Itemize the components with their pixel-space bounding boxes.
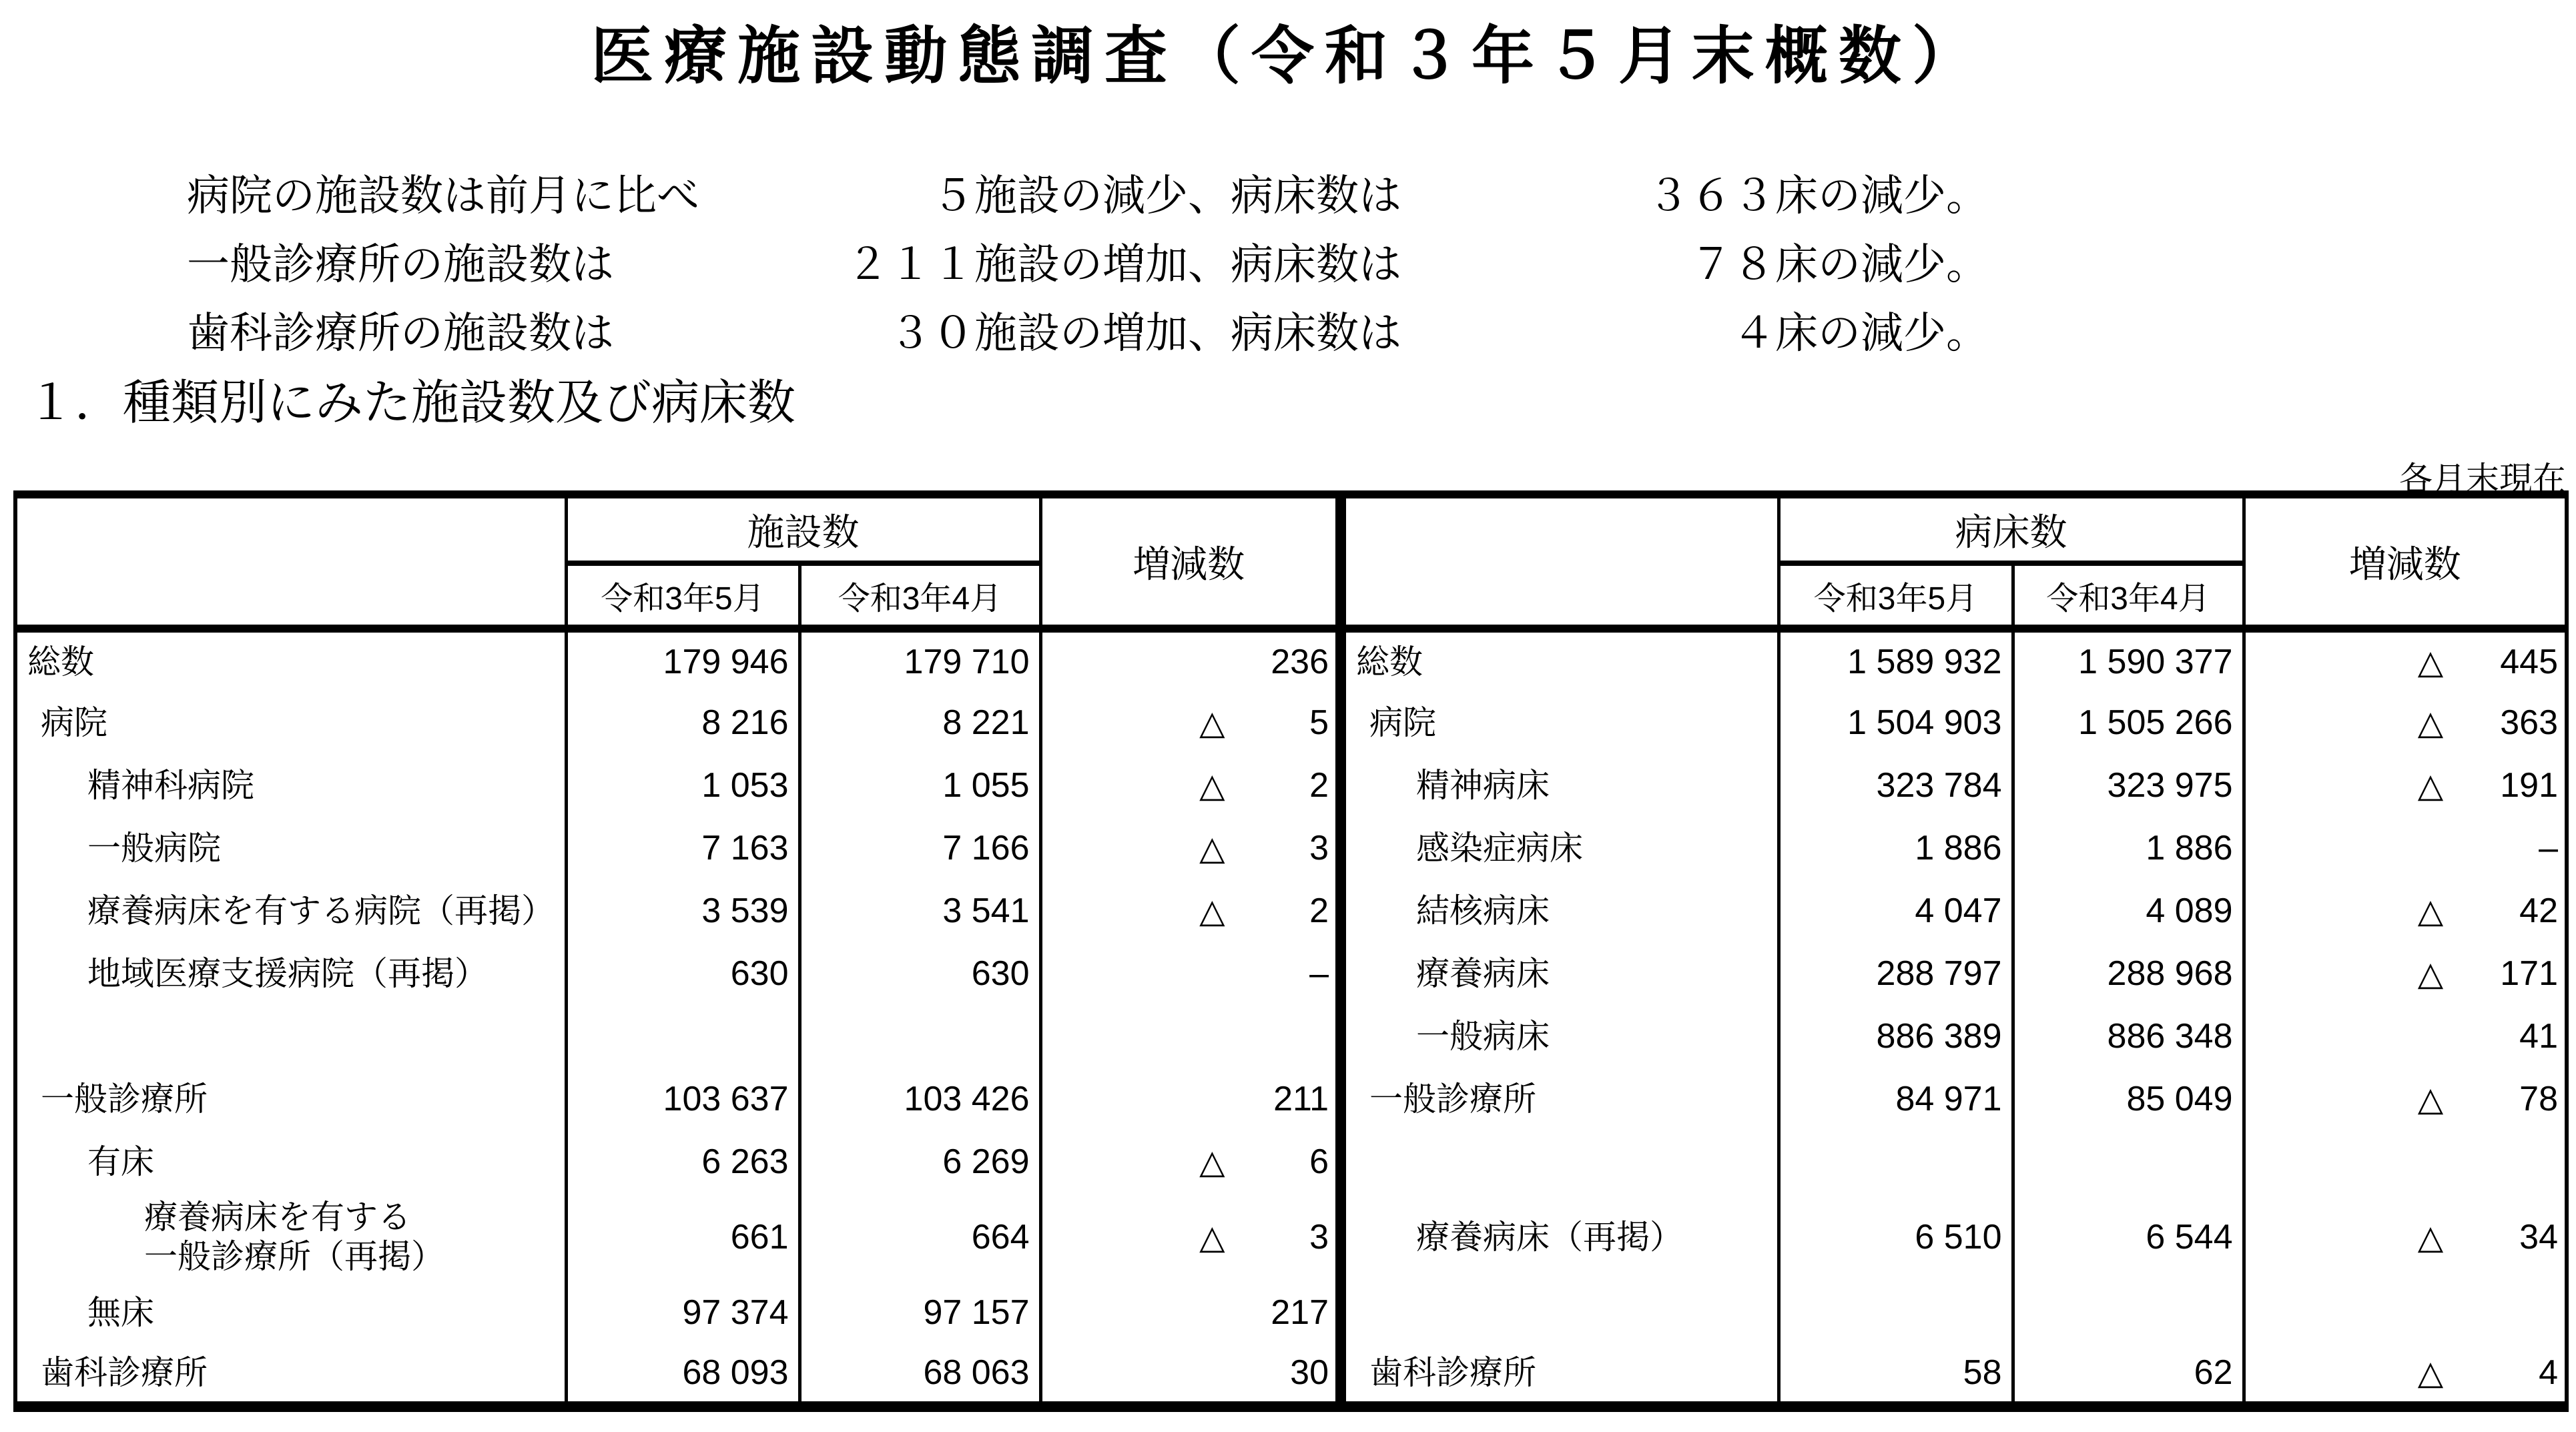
cell-may-right: 6 510 [1779,1193,2013,1281]
cell-april-left: 1 055 [799,754,1040,817]
cell-april-left: 664 [799,1193,1040,1281]
change-value: 34 [2519,1218,2558,1257]
summary-facility-text: 施設の増加、病床数は [974,240,1401,288]
table-header [15,494,2567,629]
facilities-and-beds-table [13,490,2569,1412]
cell-change-left [1040,754,1341,817]
decrease-triangle-icon: △ [2417,892,2444,930]
cell-may-right: 58 [1779,1344,2013,1407]
decrease-triangle-icon: △ [2417,1218,2444,1256]
row-label-left: 療養病床を有する病院（再掲） [15,879,566,942]
table-row [15,942,2567,1005]
row-label-right: 精神病床 [1341,754,1779,817]
row-label-right: 療養病床（再掲） [1341,1193,1779,1281]
cell-april-left: 8 221 [799,691,1040,754]
cell-change-left [1040,942,1341,1005]
change-value: 191 [2500,766,2558,805]
row-label-left: 地域医療支援病院（再掲） [15,942,566,1005]
row-label-right: 感染症病床 [1341,817,1779,879]
table-row [15,629,2567,691]
cell-may-right [1779,1130,2013,1193]
row-label-right: 歯科診療所 [1341,1344,1779,1407]
header-april-right: 令和3年4月 [2013,563,2244,629]
cell-april-right: 6 544 [2013,1193,2244,1281]
cell-change-right [2244,817,2567,879]
decrease-triangle-icon: △ [1199,1218,1225,1256]
change-value: 236 [1271,643,1329,681]
summary-line-hospitals [187,157,1995,226]
table-row [15,817,2567,879]
cell-may-right: 288 797 [1779,942,2013,1005]
row-label-left: 療養病床を有する 一般診療所（再掲） [15,1193,566,1281]
change-value: 41 [2519,1017,2558,1056]
change-value: 4 [2539,1353,2558,1392]
cell-april-right: 1 505 266 [2013,691,2244,754]
cell-april-left: 630 [799,942,1040,1005]
cell-april-right: 62 [2013,1344,2244,1407]
cell-april-right: 323 975 [2013,754,2244,817]
cell-april-right: 4 089 [2013,879,2244,942]
as-of-note: 各月末現在 [2399,460,2566,498]
cell-change-left [1040,879,1341,942]
change-value: – [1309,954,1329,993]
cell-may-left: 103 637 [566,1068,799,1130]
summary-facility-change: ２１１ [846,240,974,288]
decrease-triangle-icon: △ [2417,1080,2444,1118]
decrease-triangle-icon: △ [1199,1143,1225,1180]
change-value: 445 [2500,643,2558,681]
summary-subject: 病院の施設数は前月に比べ [187,171,699,220]
header-april-left: 令和3年4月 [799,563,1040,629]
cell-change-left [1040,691,1341,754]
change-value: – [2539,829,2558,867]
summary-facility-text: 施設の増加、病床数は [974,309,1401,357]
cell-april-left: 6 269 [799,1130,1040,1193]
cell-may-left: 8 216 [566,691,799,754]
row-label-left: 一般診療所 [15,1068,566,1130]
cell-change-right [2244,879,2567,942]
cell-change-right [2244,1130,2567,1193]
cell-change-right [2244,1344,2567,1407]
decrease-triangle-icon: △ [2417,955,2444,992]
cell-may-right: 4 047 [1779,879,2013,942]
row-label-right: 結核病床 [1341,879,1779,942]
cell-april-right [2013,1281,2244,1344]
cell-april-left [799,1005,1040,1068]
cell-april-left: 103 426 [799,1068,1040,1130]
cell-change-right [2244,1281,2567,1344]
cell-may-right: 1 589 932 [1779,629,2013,691]
table-row [15,1281,2567,1344]
cell-april-left: 68 063 [799,1344,1040,1407]
cell-may-left: 179 946 [566,629,799,691]
summary-bed-text: 床の減少。 [1775,171,1989,220]
change-value: 2 [1309,891,1329,930]
header-facility-count: 施設数 [566,494,1040,563]
section-heading: １．種類別にみた施設数及び病床数 [27,376,796,430]
row-label-right [1341,1130,1779,1193]
cell-change-left [1040,629,1341,691]
summary-bed-text: 床の減少。 [1775,240,1989,288]
decrease-triangle-icon: △ [1199,767,1225,804]
summary-bed-change: ７８ [1690,240,1775,288]
row-label-right: 一般病床 [1341,1005,1779,1068]
table-row [15,1193,2567,1281]
cell-may-right: 323 784 [1779,754,2013,817]
cell-change-right [2244,1005,2567,1068]
cell-change-right [2244,691,2567,754]
decrease-triangle-icon: △ [2417,1354,2444,1391]
decrease-triangle-icon: △ [1199,892,1225,930]
row-label-left: 歯科診療所 [15,1344,566,1407]
cell-change-right [2244,1068,2567,1130]
decrease-triangle-icon: △ [2417,643,2444,681]
row-label-left: 一般病院 [15,817,566,879]
change-value: 363 [2500,703,2558,742]
summary-subject: 一般診療所の施設数は [187,240,614,288]
change-value: 3 [1309,1218,1329,1257]
cell-april-left: 7 166 [799,817,1040,879]
header-change-right: 増減数 [2244,494,2567,629]
decrease-triangle-icon: △ [1199,829,1225,867]
summary-line-dental-clinics [187,295,1995,364]
table-row [15,1130,2567,1193]
cell-may-left: 661 [566,1193,799,1281]
decrease-triangle-icon: △ [2417,704,2444,741]
change-value: 2 [1309,766,1329,805]
cell-may-left: 68 093 [566,1344,799,1407]
header-bed-count: 病床数 [1779,494,2244,563]
decrease-triangle-icon: △ [1199,704,1225,741]
change-value: 171 [2500,954,2558,993]
cell-april-left: 97 157 [799,1281,1040,1344]
cell-change-right [2244,942,2567,1005]
cell-april-right: 288 968 [2013,942,2244,1005]
table-row [15,879,2567,942]
cell-change-left [1040,817,1341,879]
cell-april-right: 1 886 [2013,817,2244,879]
cell-may-right: 886 389 [1779,1005,2013,1068]
page-title: 医療施設動態調査（令和３年５月末概数） [591,22,1985,91]
header-change-left: 増減数 [1040,494,1341,629]
table-row [15,754,2567,817]
summary-bed-change: ４ [1732,309,1775,357]
change-value: 5 [1309,703,1329,742]
summary-line-general-clinics [187,226,1995,295]
change-value: 217 [1271,1293,1329,1332]
change-value: 3 [1309,829,1329,867]
cell-may-left: 97 374 [566,1281,799,1344]
row-label-right: 病院 [1341,691,1779,754]
summary-block [187,157,1995,364]
cell-april-left: 3 541 [799,879,1040,942]
summary-bed-text: 床の減少。 [1775,309,1989,357]
cell-change-left [1040,1068,1341,1130]
cell-may-right: 84 971 [1779,1068,2013,1130]
cell-april-left: 179 710 [799,629,1040,691]
header-label-right [1341,494,1779,629]
cell-may-left: 1 053 [566,754,799,817]
change-value: 78 [2519,1080,2558,1118]
cell-may-left [566,1005,799,1068]
table-row [15,1068,2567,1130]
row-label-left: 精神科病院 [15,754,566,817]
row-label-left: 病院 [15,691,566,754]
cell-change-left [1040,1130,1341,1193]
cell-change-right [2244,629,2567,691]
cell-change-right [2244,1193,2567,1281]
row-label-left: 無床 [15,1281,566,1344]
summary-facility-change: ５ [932,171,974,220]
cell-change-left [1040,1281,1341,1344]
cell-may-left: 6 263 [566,1130,799,1193]
decrease-triangle-icon: △ [2417,767,2444,804]
table-row [15,691,2567,754]
row-label-left [15,1005,566,1068]
cell-may-left: 630 [566,942,799,1005]
cell-april-right: 85 049 [2013,1068,2244,1130]
table-row [15,1344,2567,1407]
cell-april-right [2013,1130,2244,1193]
cell-may-right [1779,1281,2013,1344]
row-label-left: 有床 [15,1130,566,1193]
cell-change-right [2244,754,2567,817]
row-label-right: 一般診療所 [1341,1068,1779,1130]
cell-change-left [1040,1193,1341,1281]
table-row [15,1005,2567,1068]
row-label-left: 総数 [15,629,566,691]
header-label-left [15,494,566,629]
row-label-right [1341,1281,1779,1344]
cell-change-left [1040,1344,1341,1407]
cell-may-right: 1 504 903 [1779,691,2013,754]
change-value: 211 [1273,1080,1329,1118]
cell-april-right: 886 348 [2013,1005,2244,1068]
change-value: 6 [1309,1142,1329,1181]
cell-may-right: 1 886 [1779,817,2013,879]
summary-facility-change: ３０ [889,309,974,357]
row-label-right: 療養病床 [1341,942,1779,1005]
header-may-left: 令和3年5月 [566,563,799,629]
change-value: 30 [1290,1353,1329,1392]
header-may-right: 令和3年5月 [1779,563,2013,629]
summary-facility-text: 施設の減少、病床数は [974,171,1401,220]
summary-subject: 歯科診療所の施設数は [187,309,614,357]
change-value: 42 [2519,891,2558,930]
cell-may-left: 3 539 [566,879,799,942]
cell-change-left [1040,1005,1341,1068]
row-label-right: 総数 [1341,629,1779,691]
table-body [15,629,2567,1407]
summary-bed-change: ３６３ [1647,171,1775,220]
cell-may-left: 7 163 [566,817,799,879]
cell-april-right: 1 590 377 [2013,629,2244,691]
